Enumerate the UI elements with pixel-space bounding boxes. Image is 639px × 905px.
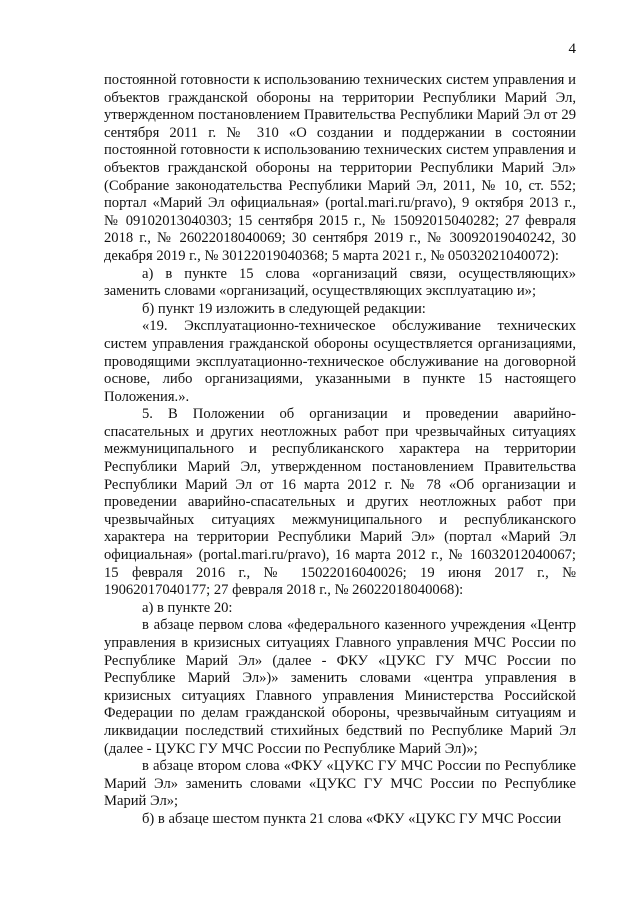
page-number: 4 bbox=[568, 41, 576, 57]
paragraph-section-5: 5. В Положении об организации и проведении аварийно-спасательных и других неотложных работ при чрезвычайных ситуациях межмуниципального и республиканского характера на территории Республики Марий Эл, утвержденном постановлением Правительства Республики Марий Эл от 16 марта 2012 г. № 78 «Об организации и проведении аварийно-спасательных и других неотложных работ при чрезвычайных ситуациях межмуниципального и республиканского характера на территории Республики Марий Эл» (портал «Марий Эл официальная» (portal.mari.ru/pravo), 16 марта 2012 г., № 16032012040067; 15 февраля 2016 г., № 15022016040026; 19 июня 2017 г., № 19062017040177; 27 февраля 2018 г., № 26022018040068): bbox=[104, 406, 576, 599]
paragraph-point-19-new-text: «19. Эксплуатационно-техническое обслуживание технических систем управления гражданской обороны осуществляется организациями, проводящими эксплуатационно-техническое обслуживание на договорной основе, либо организациями, указанными в пункте 15 настоящего Положения.». bbox=[104, 318, 576, 405]
paragraph-second-abzats: в абзаце втором слова «ФКУ «ЦУКС ГУ МЧС России по Республике Марий Эл» заменить словами «ЦУКС ГУ МЧС России по Республике Марий Эл»; bbox=[104, 758, 576, 810]
paragraph-item-a-point-20: а) в пункте 20: bbox=[142, 599, 233, 616]
paragraph-positional-readiness-continuation: постоянной готовности к использованию технических систем управления и объектов гражданской обороны на территории Республики Марий Эл, утвержденном постановлением Правительства Республики Марий Эл от 29 сентября 2011 г. № 310 «О создании и поддержании в состоянии постоянной готовности к использованию технических систем управления и объектов гражданской обороны на территории Республики Марий Эл» (Собрание законодательства Республики Марий Эл, 2011, № 10, ст. 552; портал «Марий Эл официальная» (portal.mari.ru/pravo), 9 октября 2013 г., № 09102013040303; 15 сентября 2015 г., № 15092015040282; 27 февраля 2018 г., № 26022018040069; 30 сентября 2019 г., № 30092019040242, 30 декабря 2019 г., № 30122019040368; 5 марта 2021 г., № 05032021040072): bbox=[104, 72, 576, 264]
paragraph-first-abzats: в абзаце первом слова «федерального казенного учреждения «Центр управления в кризисных ситуациях Главного управления МЧС России по Республике Марий Эл» (далее - ФКУ «ЦУКС ГУ МЧС России по Республике Марий Эл»)» заменить словами «центра управления в кризисных ситуациях Главного управления Министерства Российской Федерации по делам гражданской обороны, чрезвычайным ситуациям и ликвидации последствий стихийных бедствий по Республике Марий Эл (далее - ЦУКС ГУ МЧС России по Республике Марий Эл)»; bbox=[104, 617, 576, 757]
document-body bbox=[104, 72, 576, 829]
paragraph-item-b-point-21: б) в абзаце шестом пункта 21 слова «ФКУ «ЦУКС ГУ МЧС России bbox=[142, 810, 562, 827]
paragraph-item-a-point-15: а) в пункте 15 слова «организаций связи, осуществляющих» заменить словами «организаций, осуществляющих эксплуатацию и»; bbox=[104, 265, 576, 300]
paragraph-item-b-point-19: б) пункт 19 изложить в следующей редакции: bbox=[142, 300, 426, 317]
